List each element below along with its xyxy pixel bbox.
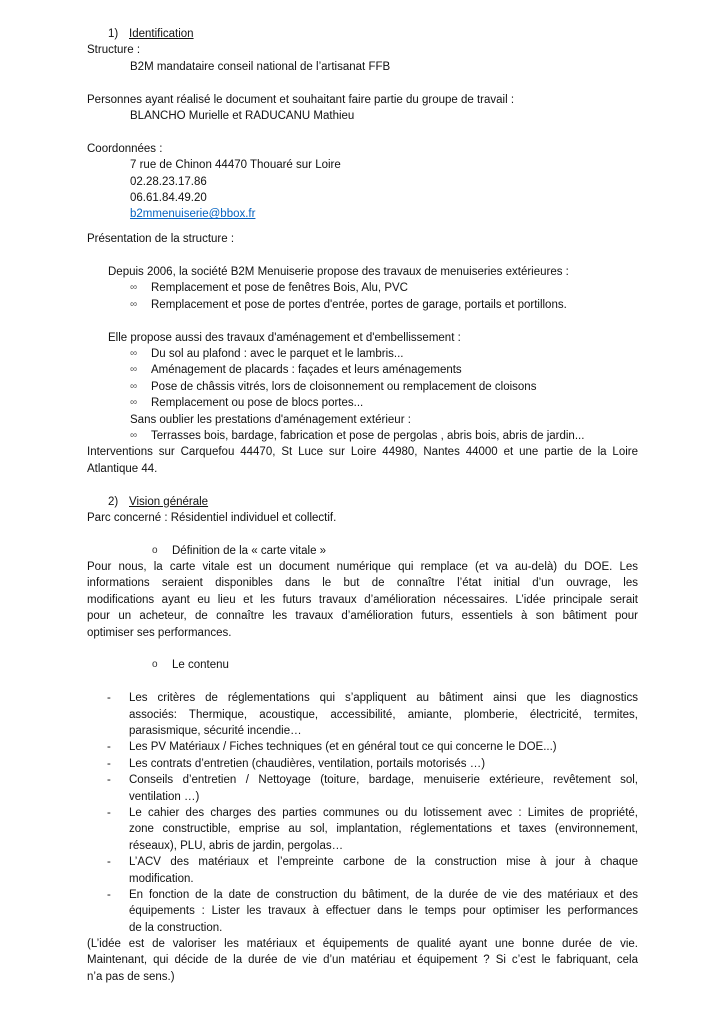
content-item-line: associés: Thermique, acoustique, accessibilité, amiante, plomberie, électricité, termites, bbox=[129, 708, 638, 721]
persons-value: BLANCHO Murielle et RADUCANU Mathieu bbox=[130, 109, 355, 122]
subheading-text: Le contenu bbox=[172, 659, 229, 672]
list-item bbox=[87, 379, 638, 395]
content-item-line: ventilation …) bbox=[129, 790, 200, 803]
dash-bullet-icon: - bbox=[107, 741, 111, 754]
definition-line: Pour nous, la carte vitale est un document numérique qui remplace (et va au-delà) du DOE. Les bbox=[87, 561, 638, 574]
section-number: 2) bbox=[108, 495, 119, 508]
list-item bbox=[87, 280, 638, 296]
section-title: Vision générale bbox=[129, 495, 209, 508]
email-link[interactable]: b2mmenuiserie@bbox.fr bbox=[130, 208, 256, 221]
content-item-line: équipements : Lister les travaux à effectuer dans le temps pour optimiser les performances bbox=[129, 905, 638, 918]
content-item bbox=[87, 739, 638, 755]
list-item bbox=[87, 428, 638, 444]
infinity-bullet-icon: ∞ bbox=[130, 397, 138, 409]
content-item-line: Les contrats d’entretien (chaudières, ventilation, portails motorisés …) bbox=[129, 757, 486, 770]
content-item bbox=[87, 772, 638, 805]
list-item-text: Remplacement ou pose de blocs portes... bbox=[151, 397, 364, 410]
address: 7 rue de Chinon 44470 Thouaré sur Loire bbox=[130, 159, 341, 172]
content-item bbox=[87, 854, 638, 887]
dash-bullet-icon: - bbox=[107, 856, 111, 869]
list-item-text: Terrasses bois, bardage, fabrication et pose de pergolas , abris bois, abris de jardin... bbox=[151, 429, 585, 442]
content-item-line: zone constructible, emprise au sol, implantation, réglementations et taxes (environnement, bbox=[129, 823, 638, 836]
closing-line: Maintenant, qui décide de la durée de vie d’un matériau et équipement ? Si c’est le fabriquant, cela bbox=[87, 954, 638, 967]
interventions-line: Atlantique 44. bbox=[87, 462, 158, 475]
document-page bbox=[87, 26, 638, 985]
subheading-text: Définition de la « carte vitale » bbox=[172, 544, 327, 557]
structure-value: B2M mandataire conseil national de l’artisanat FFB bbox=[130, 60, 391, 73]
presentation-intro: Depuis 2006, la société B2M Menuiserie propose des travaux de menuiseries extérieures : bbox=[108, 266, 569, 279]
content-item-line: modification. bbox=[129, 872, 194, 885]
definition-line: pour un acheteur, de connaître les travaux d’amélioration futurs, essentiels à son bâtiment pour bbox=[87, 610, 638, 623]
contact-label: Coordonnées : bbox=[87, 142, 163, 155]
dash-bullet-icon: - bbox=[107, 757, 111, 770]
content-item bbox=[87, 690, 638, 739]
infinity-bullet-icon: ∞ bbox=[130, 282, 138, 294]
list-item bbox=[87, 346, 638, 362]
phone-1: 02.28.23.17.86 bbox=[130, 175, 207, 188]
infinity-bullet-icon: ∞ bbox=[130, 348, 138, 360]
dash-bullet-icon: - bbox=[107, 888, 111, 901]
list-item bbox=[87, 297, 638, 313]
infinity-bullet-icon: ∞ bbox=[130, 380, 138, 392]
circle-bullet-icon: o bbox=[152, 544, 158, 556]
subheading-contenu bbox=[87, 657, 638, 673]
section-number: 1) bbox=[108, 28, 119, 40]
content-item-line: Les critères de réglementations qui s’appliquent au bâtiment ainsi que les diagnostics bbox=[129, 692, 638, 705]
list-item-text: Du sol au plafond : avec le parquet et le lambris... bbox=[151, 348, 404, 361]
closing-line: n’a pas de sens.) bbox=[87, 970, 175, 983]
list-item-text: Remplacement et pose de portes d'entrée, portes de garage, portails et portillons. bbox=[151, 298, 567, 311]
section-2-heading bbox=[87, 494, 638, 510]
content-item-line: Le cahier des charges des parties communes ou du lotissement avec : Limites de propriété, bbox=[129, 806, 638, 819]
dash-bullet-icon: - bbox=[107, 806, 111, 819]
content-item-line: L’ACV des matériaux et l’empreinte carbone de la construction mise à jour à chaque bbox=[129, 856, 638, 869]
circle-bullet-icon: o bbox=[152, 659, 158, 671]
phone-2: 06.61.84.49.20 bbox=[130, 191, 207, 204]
interventions-line: Interventions sur Carquefou 44470, St Luce sur Loire 44980, Nantes 44000 et une partie de la Loire bbox=[87, 446, 638, 459]
closing-line: (L’idée est de valoriser les matériaux et équipements de qualité ayant une bonne durée de vie. bbox=[87, 938, 638, 951]
definition-line: optimiser ses performances. bbox=[87, 626, 232, 639]
content-item bbox=[87, 756, 638, 772]
list-item-text: Aménagement de placards : façades et leurs aménagements bbox=[151, 364, 462, 377]
dash-bullet-icon: - bbox=[107, 774, 111, 787]
definition-line: modifications ayant eu lieu et les futurs travaux d’amélioration nécessaires. L’idée principale serait bbox=[87, 593, 638, 606]
content-item bbox=[87, 887, 638, 936]
presentation-intro-2: Elle propose aussi des travaux d'aménagement et d'embellissement : bbox=[108, 331, 461, 344]
list-item bbox=[87, 395, 638, 411]
content-item-line: réseaux), PLU, abris de jardin, pergolas… bbox=[129, 839, 344, 852]
list-item bbox=[87, 362, 638, 378]
structure-label: Structure : bbox=[87, 44, 141, 57]
list-item-text: Remplacement et pose de fenêtres Bois, Alu, PVC bbox=[151, 282, 408, 295]
list-item-text: Pose de châssis vitrés, lors de cloisonnement ou remplacement de cloisons bbox=[151, 380, 537, 393]
infinity-bullet-icon: ∞ bbox=[130, 298, 138, 310]
definition-line: informations seraient disponibles dans le but de connaître l’état initial d’un ouvrage, les bbox=[87, 577, 638, 590]
content-item-line: Conseils d’entretien / Nettoyage (toiture, bardage, menuiserie extérieure, revêtement sol, bbox=[129, 774, 638, 787]
section-title: Identification bbox=[129, 28, 194, 40]
persons-label: Personnes ayant réalisé le document et souhaitant faire partie du groupe de travail : bbox=[87, 93, 515, 106]
infinity-bullet-icon: ∞ bbox=[130, 429, 138, 441]
content-item-line: Les PV Matériaux / Fiches techniques (et en général tout ce qui concerne le DOE...) bbox=[129, 741, 557, 754]
subheading-definition bbox=[87, 543, 638, 559]
presentation-label: Présentation de la structure : bbox=[87, 233, 235, 246]
content-item bbox=[87, 805, 638, 854]
parc-text: Parc concerné : Résidentiel individuel et collectif. bbox=[87, 511, 337, 524]
content-item-line: parasismique, sécurité incendie… bbox=[129, 725, 302, 737]
section-1-heading bbox=[87, 26, 638, 42]
infinity-bullet-icon: ∞ bbox=[130, 364, 138, 376]
dash-bullet-icon: - bbox=[107, 692, 111, 705]
extra-label: Sans oublier les prestations d'aménagement extérieur : bbox=[130, 413, 411, 426]
content-item-line: En fonction de la date de construction du bâtiment, de la durée de vie des matériaux et des bbox=[129, 888, 638, 901]
content-item-line: de la construction. bbox=[129, 921, 223, 934]
